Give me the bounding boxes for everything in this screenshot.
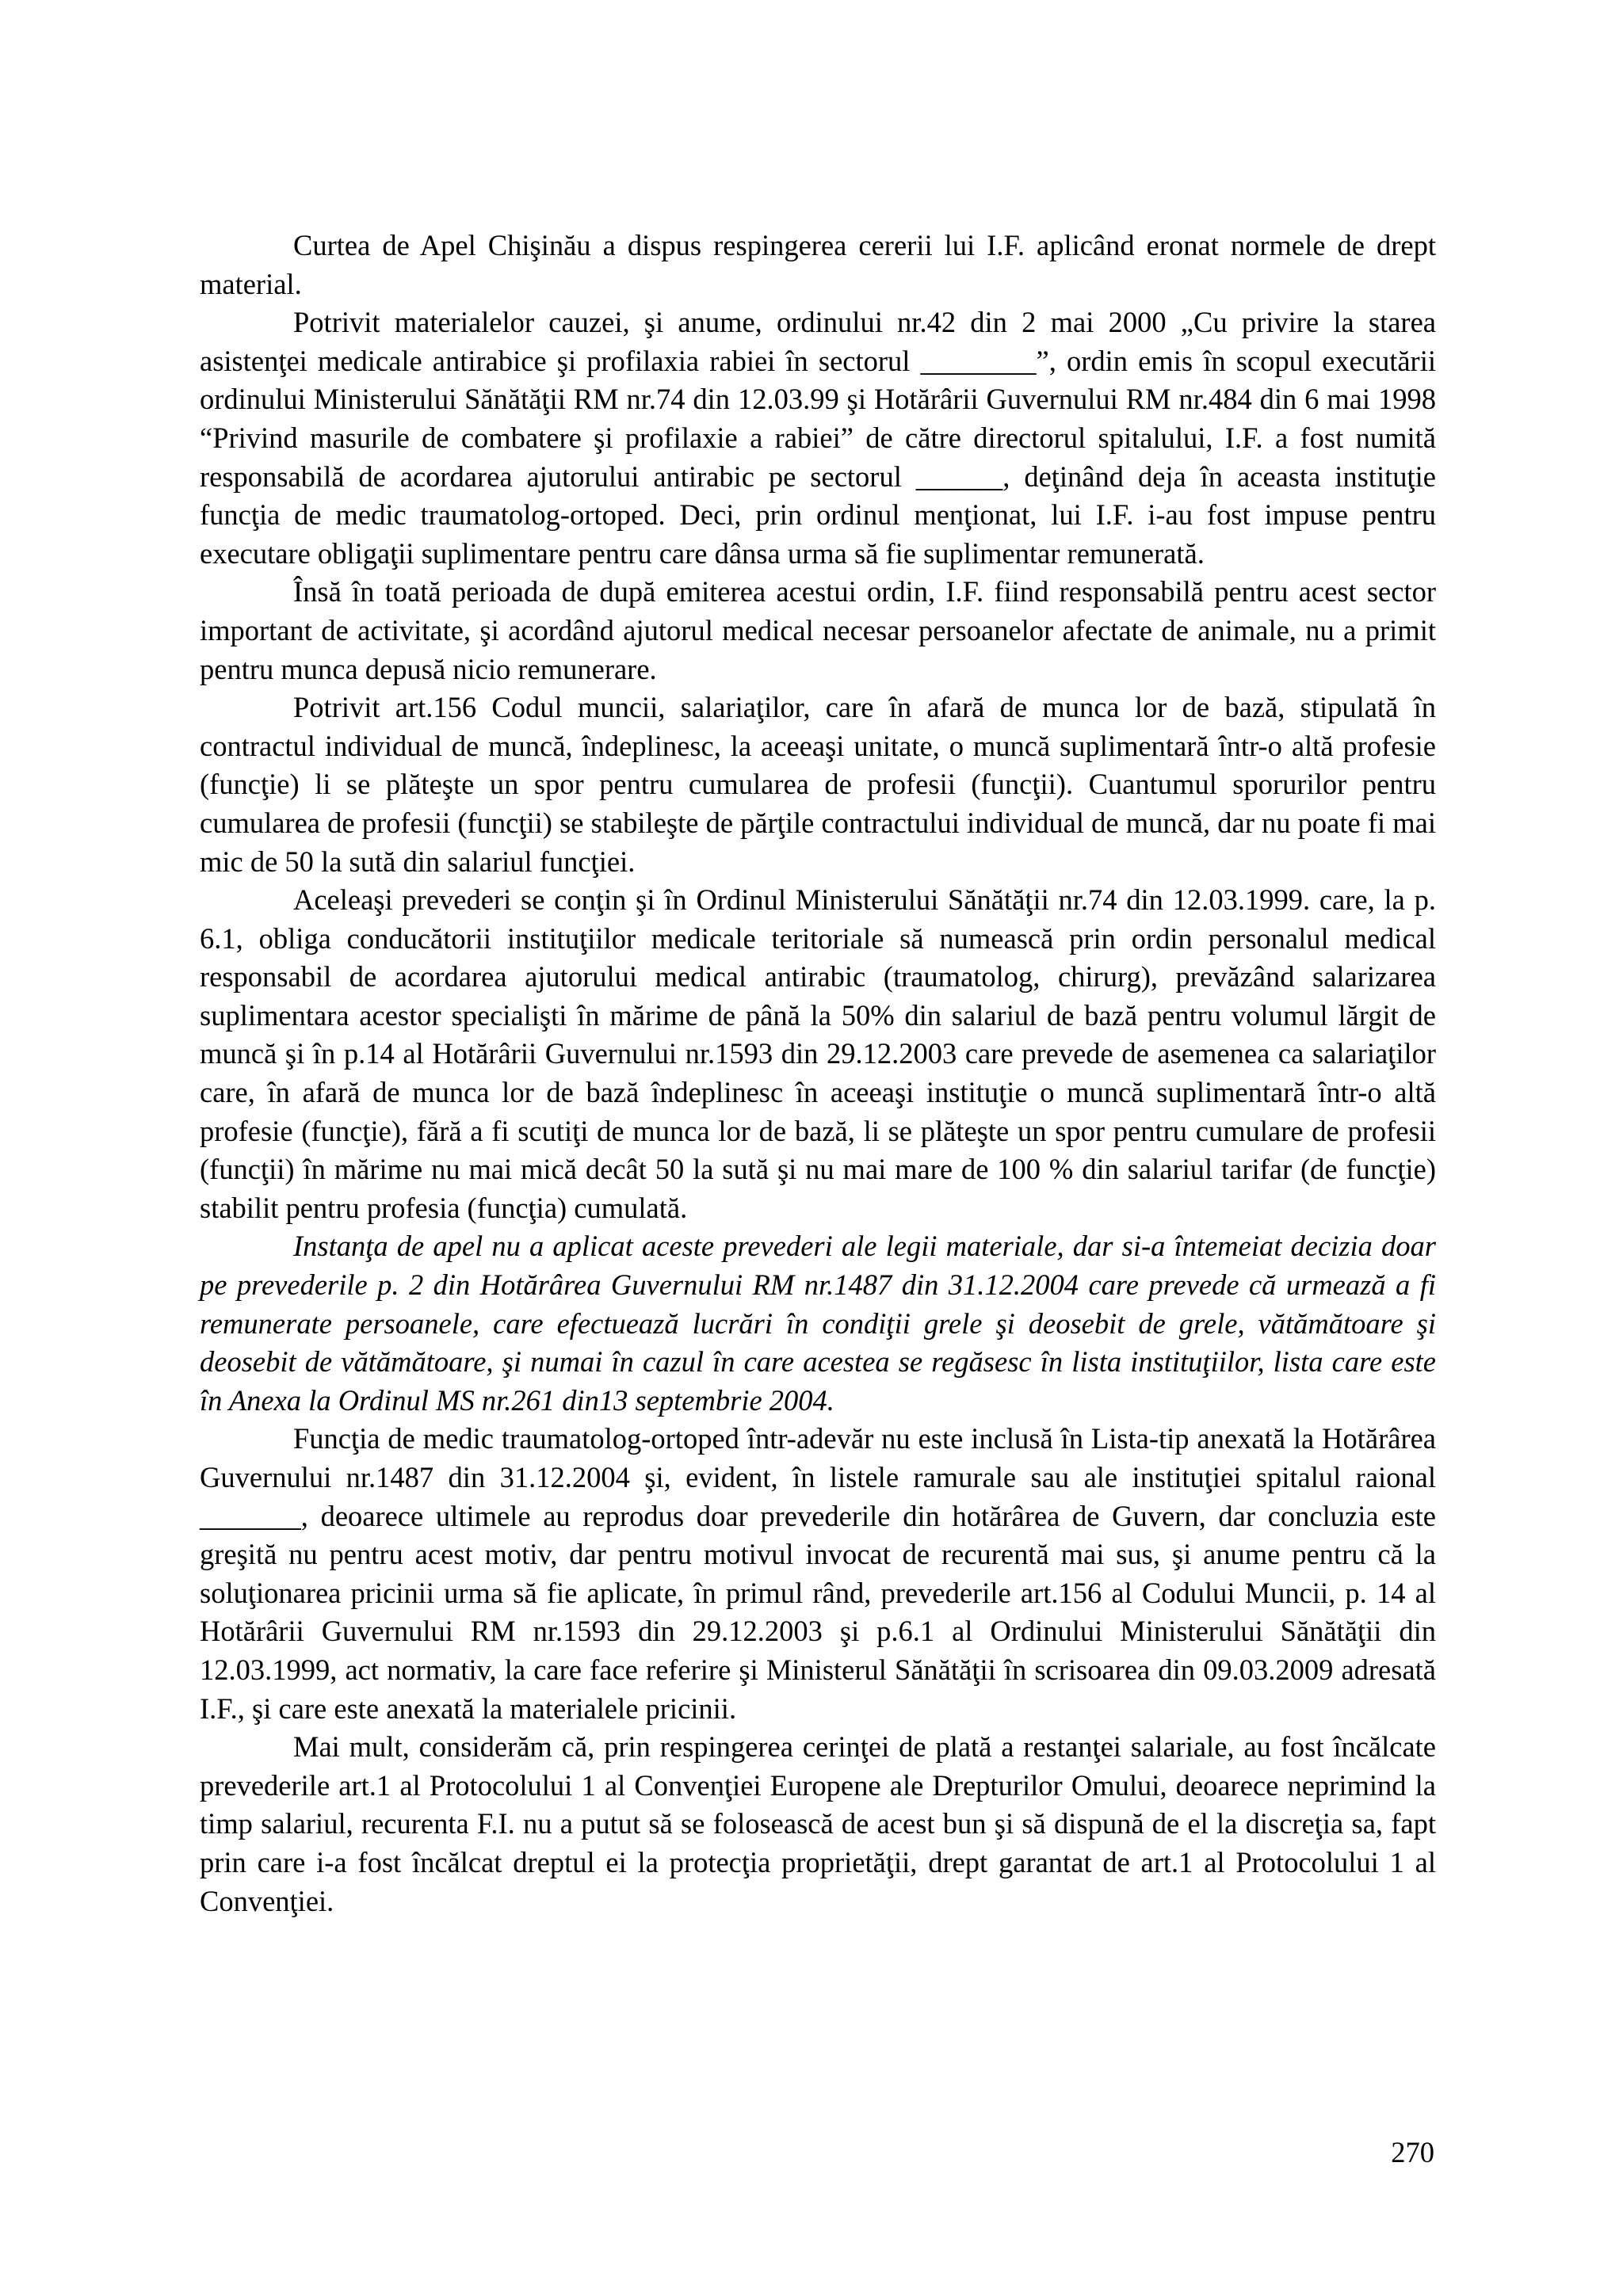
- paragraph-3: Însă în toată perioada de după emiterea acestui ordin, I.F. fiind responsabilă pentru acest sector important de activitate, şi acordând ajutorul medical necesar persoanelor afectate de animale, nu a primit pentru munca depusă nicio remunerare.: [200, 575, 1436, 685]
- paragraph-6-italic: Instanţa de apel nu a aplicat aceste prevederi ale legii materiale, dar si-a întemeiat decizia doar pe prevederile p. 2 din Hotărârea Guvernului RM nr.1487 din 31.12.2004 care prevede că urmează a fi remunerate persoanele, care efectuează lucrări în condiţii grele şi deosebit de grele, vătămătoare şi deosebit de vătămătoare, şi numai în cazul în care acestea se regăsesc în lista instituţiilor, lista care este în Anexa la Ordinul MS nr.261 din13 septembrie 2004.: [200, 1230, 1436, 1417]
- document-body: [200, 227, 1436, 1920]
- paragraph-2: Potrivit materialelor cauzei, şi anume, ordinului nr.42 din 2 mai 2000 „Cu privire la starea asistenţei medicale antirabice şi profilaxia rabiei în sectorul ________”, ordin emis în scopul executării ordinului Ministerului Sănătăţii RM nr.74 din 12.03.99 şi Hotărârii Guvernului RM nr.484 din 6 mai 1998 “Privind masurile de combatere şi profilaxie a rabiei” de către directorul spitalului, I.F. a fost numită responsabilă de acordarea ajutorului antirabic pe sectorul ______, deţinând deja în aceasta instituţie funcţia de medic traumatolog-ortoped. Deci, prin ordinul menţionat, lui I.F. i-au fost impuse pentru executare obligaţii suplimentare pentru care dânsa urma să fie suplimentar remunerată.: [200, 306, 1436, 570]
- paragraph-1: Curtea de Apel Chişinău a dispus respingerea cererii lui I.F. aplicând eronat normele de drept material.: [200, 229, 1436, 300]
- page-number: 270: [1391, 2136, 1434, 2168]
- paragraph-5: Aceleaşi prevederi se conţin şi în Ordinul Ministerului Sănătăţii nr.74 din 12.03.1999. care, la p. 6.1, obliga conducătorii instituţiilor medicale teritoriale să numească prin ordin personalul medical responsabil de acordarea ajutorului medical antirabic (traumatolog, chirurg), prevăzând salarizarea suplimentara acestor specialişti în mărime de până la 50% din salariul de bază pentru volumul lărgit de muncă şi în p.14 al Hotărârii Guvernului nr.1593 din 29.12.2003 care prevede de asemenea ca salariaţilor care, în afară de munca lor de bază îndeplinesc în aceeaşi instituţie o muncă suplimentară într-o altă profesie (funcţie), fără a fi scutiţi de munca lor de bază, li se plăteşte un spor pentru cumulare de profesii (funcţii) în mărime nu mai mică decât 50 la sută şi nu mai mare de 100 % din salariul tarifar (de funcţie) stabilit pentru profesia (funcţia) cumulată.: [200, 883, 1436, 1224]
- paragraph-4: Potrivit art.156 Codul muncii, salariaţilor, care în afară de munca lor de bază, stipulată în contractul individual de muncă, îndeplinesc, la aceeaşi unitate, o muncă suplimentară într-o altă profesie (funcţie) li se plăteşte un spor pentru cumularea de profesii (funcţii). Cuantumul sporurilor pentru cumularea de profesii (funcţii) se stabileşte de părţile contractului individual de muncă, dar nu poate fi mai mic de 50 la sută din salariul funcţiei.: [200, 691, 1436, 878]
- paragraph-8: Mai mult, considerăm că, prin respingerea cerinţei de plată a restanţei salariale, au fost încălcate prevederile art.1 al Protocolului 1 al Convenţiei Europene ale Drepturilor Omului, deoarece neprimind la timp salariul, recurenta F.I. nu a putut să se folosească de acest bun şi să dispună de el la discreţia sa, fapt prin care i-a fost încălcat dreptul ei la protecţia proprietăţii, drept garantat de art.1 al Protocolului 1 al Convenţiei.: [200, 1730, 1436, 1917]
- paragraph-7: Funcţia de medic traumatolog-ortoped într-adevăr nu este inclusă în Lista-tip anexată la Hotărârea Guvernului nr.1487 din 31.12.2004 şi, evident, în listele ramurale sau ale instituţiei spitalul raional _______, deoarece ultimele au reprodus doar prevederile din hotărârea de Guvern, dar concluzia este greşită nu pentru acest motiv, dar pentru motivul invocat de recurentă mai sus, şi anume pentru că la soluţionarea pricinii urma să fie aplicate, în primul rând, prevederile art.156 al Codului Muncii, p. 14 al Hotărârii Guvernului RM nr.1593 din 29.12.2003 şi p.6.1 al Ordinului Ministerului Sănătăţii din 12.03.1999, act normativ, la care face referire şi Ministerul Sănătăţii în scrisoarea din 09.03.2009 adresată I.F., şi care este anexată la materialele pricinii.: [200, 1422, 1436, 1725]
